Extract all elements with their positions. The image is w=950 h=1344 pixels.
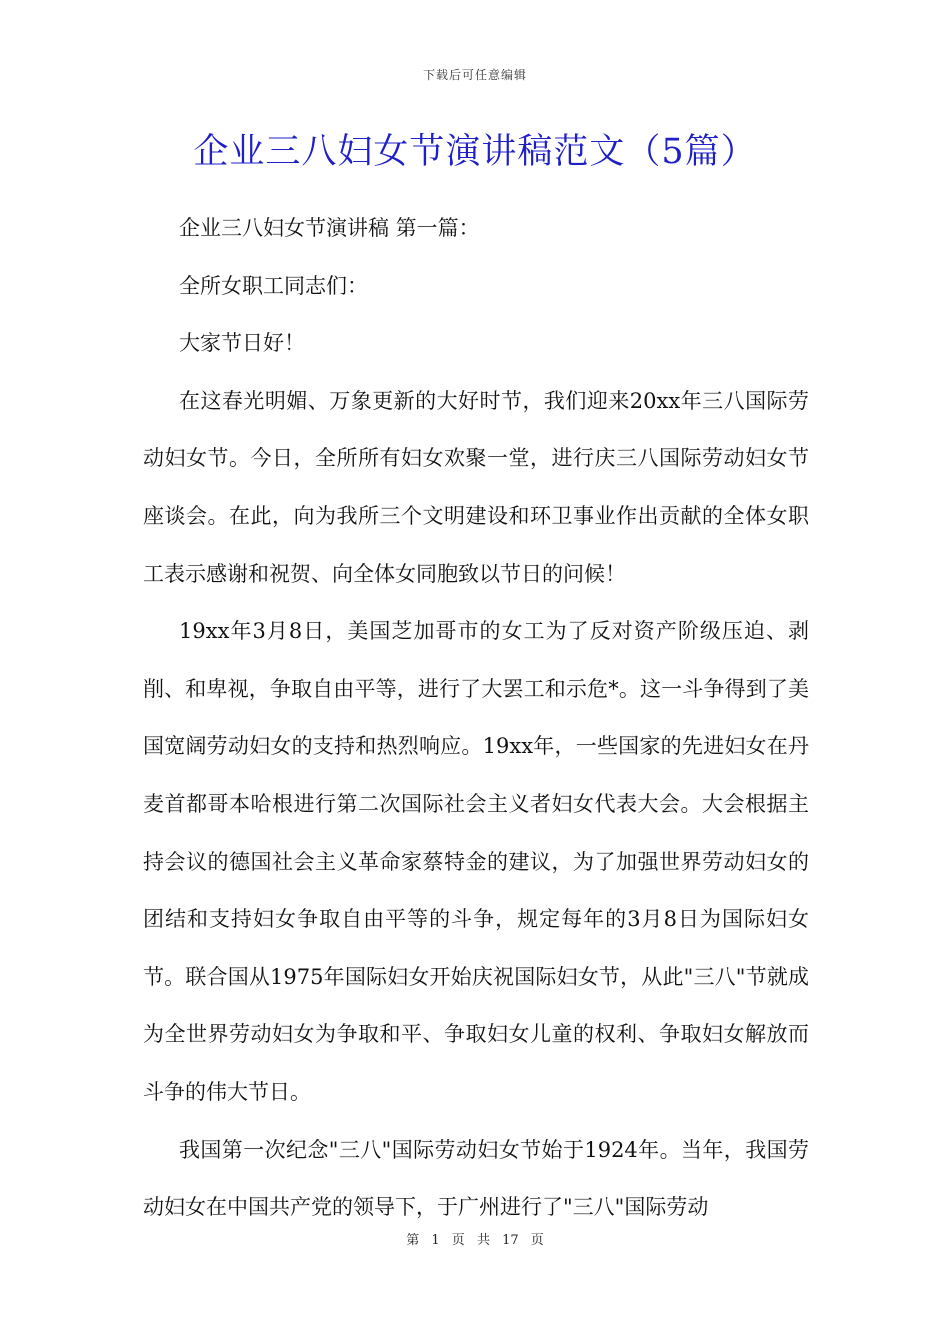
paragraph-salutation: 全所女职工同志们： xyxy=(179,273,368,298)
footer-ye: 页 xyxy=(451,1233,465,1248)
footer-ye: 页 xyxy=(530,1233,544,1248)
paragraph-heading: 企业三八妇女节演讲稿 第一篇： xyxy=(179,216,480,240)
current-page-number: 1 xyxy=(431,1233,440,1248)
header-note: 下载后可任意编辑 xyxy=(422,68,527,82)
document-body xyxy=(143,200,809,1237)
paragraph-greeting: 大家节日好！ xyxy=(179,331,305,356)
footer-gong: 共 xyxy=(476,1233,490,1248)
paragraph-body: 19xx年3月8日，美国芝加哥市的女工为了反对资产阶级压迫、剥削、和卑视，争取自由平等，进行了大罢工和示危*。这一斗争得到了美国宽阔劳动妇女的支持和热烈响应。19xx年，一些国家的先进妇女在丹麦首都哥本哈根进行第二次国际社会主义者妇女代表大会。大会根据主持会议的德国社会主义革命家蔡特金的建议，为了加强世界劳动妇女的团结和支持妇女争取自由平等的斗争，规定每年的3月8日为国际妇女节。联合国从1975年国际妇女开始庆祝国际妇女节，从此"三八"节就成为全世界劳动妇女为争取和平、争取妇女儿童的权利、争取妇女解放而斗争的伟大节日。 xyxy=(143,619,809,1104)
footer-di: 第 xyxy=(406,1233,420,1248)
page-footer xyxy=(0,1229,950,1248)
document-title: 企业三八妇女节演讲稿范文（5篇） xyxy=(193,132,757,172)
total-page-count: 17 xyxy=(502,1233,519,1248)
paragraph-body: 在这春光明媚、万象更新的大好时节，我们迎来20xx年三八国际劳动妇女节。今日，全所所有妇女欢聚一堂，进行庆三八国际劳动妇女节座谈会。在此，向为我所三个文明建设和环卫事业作出贡献的全体女职工表示感谢和祝贺、向全体女同胞致以节日的问候！ xyxy=(143,388,809,586)
paragraph-body: 我国第一次纪念"三八"国际劳动妇女节始于1924年。当年，我国劳动妇女在中国共产党的领导下，于广州进行了"三八"国际劳动 xyxy=(143,1137,809,1220)
